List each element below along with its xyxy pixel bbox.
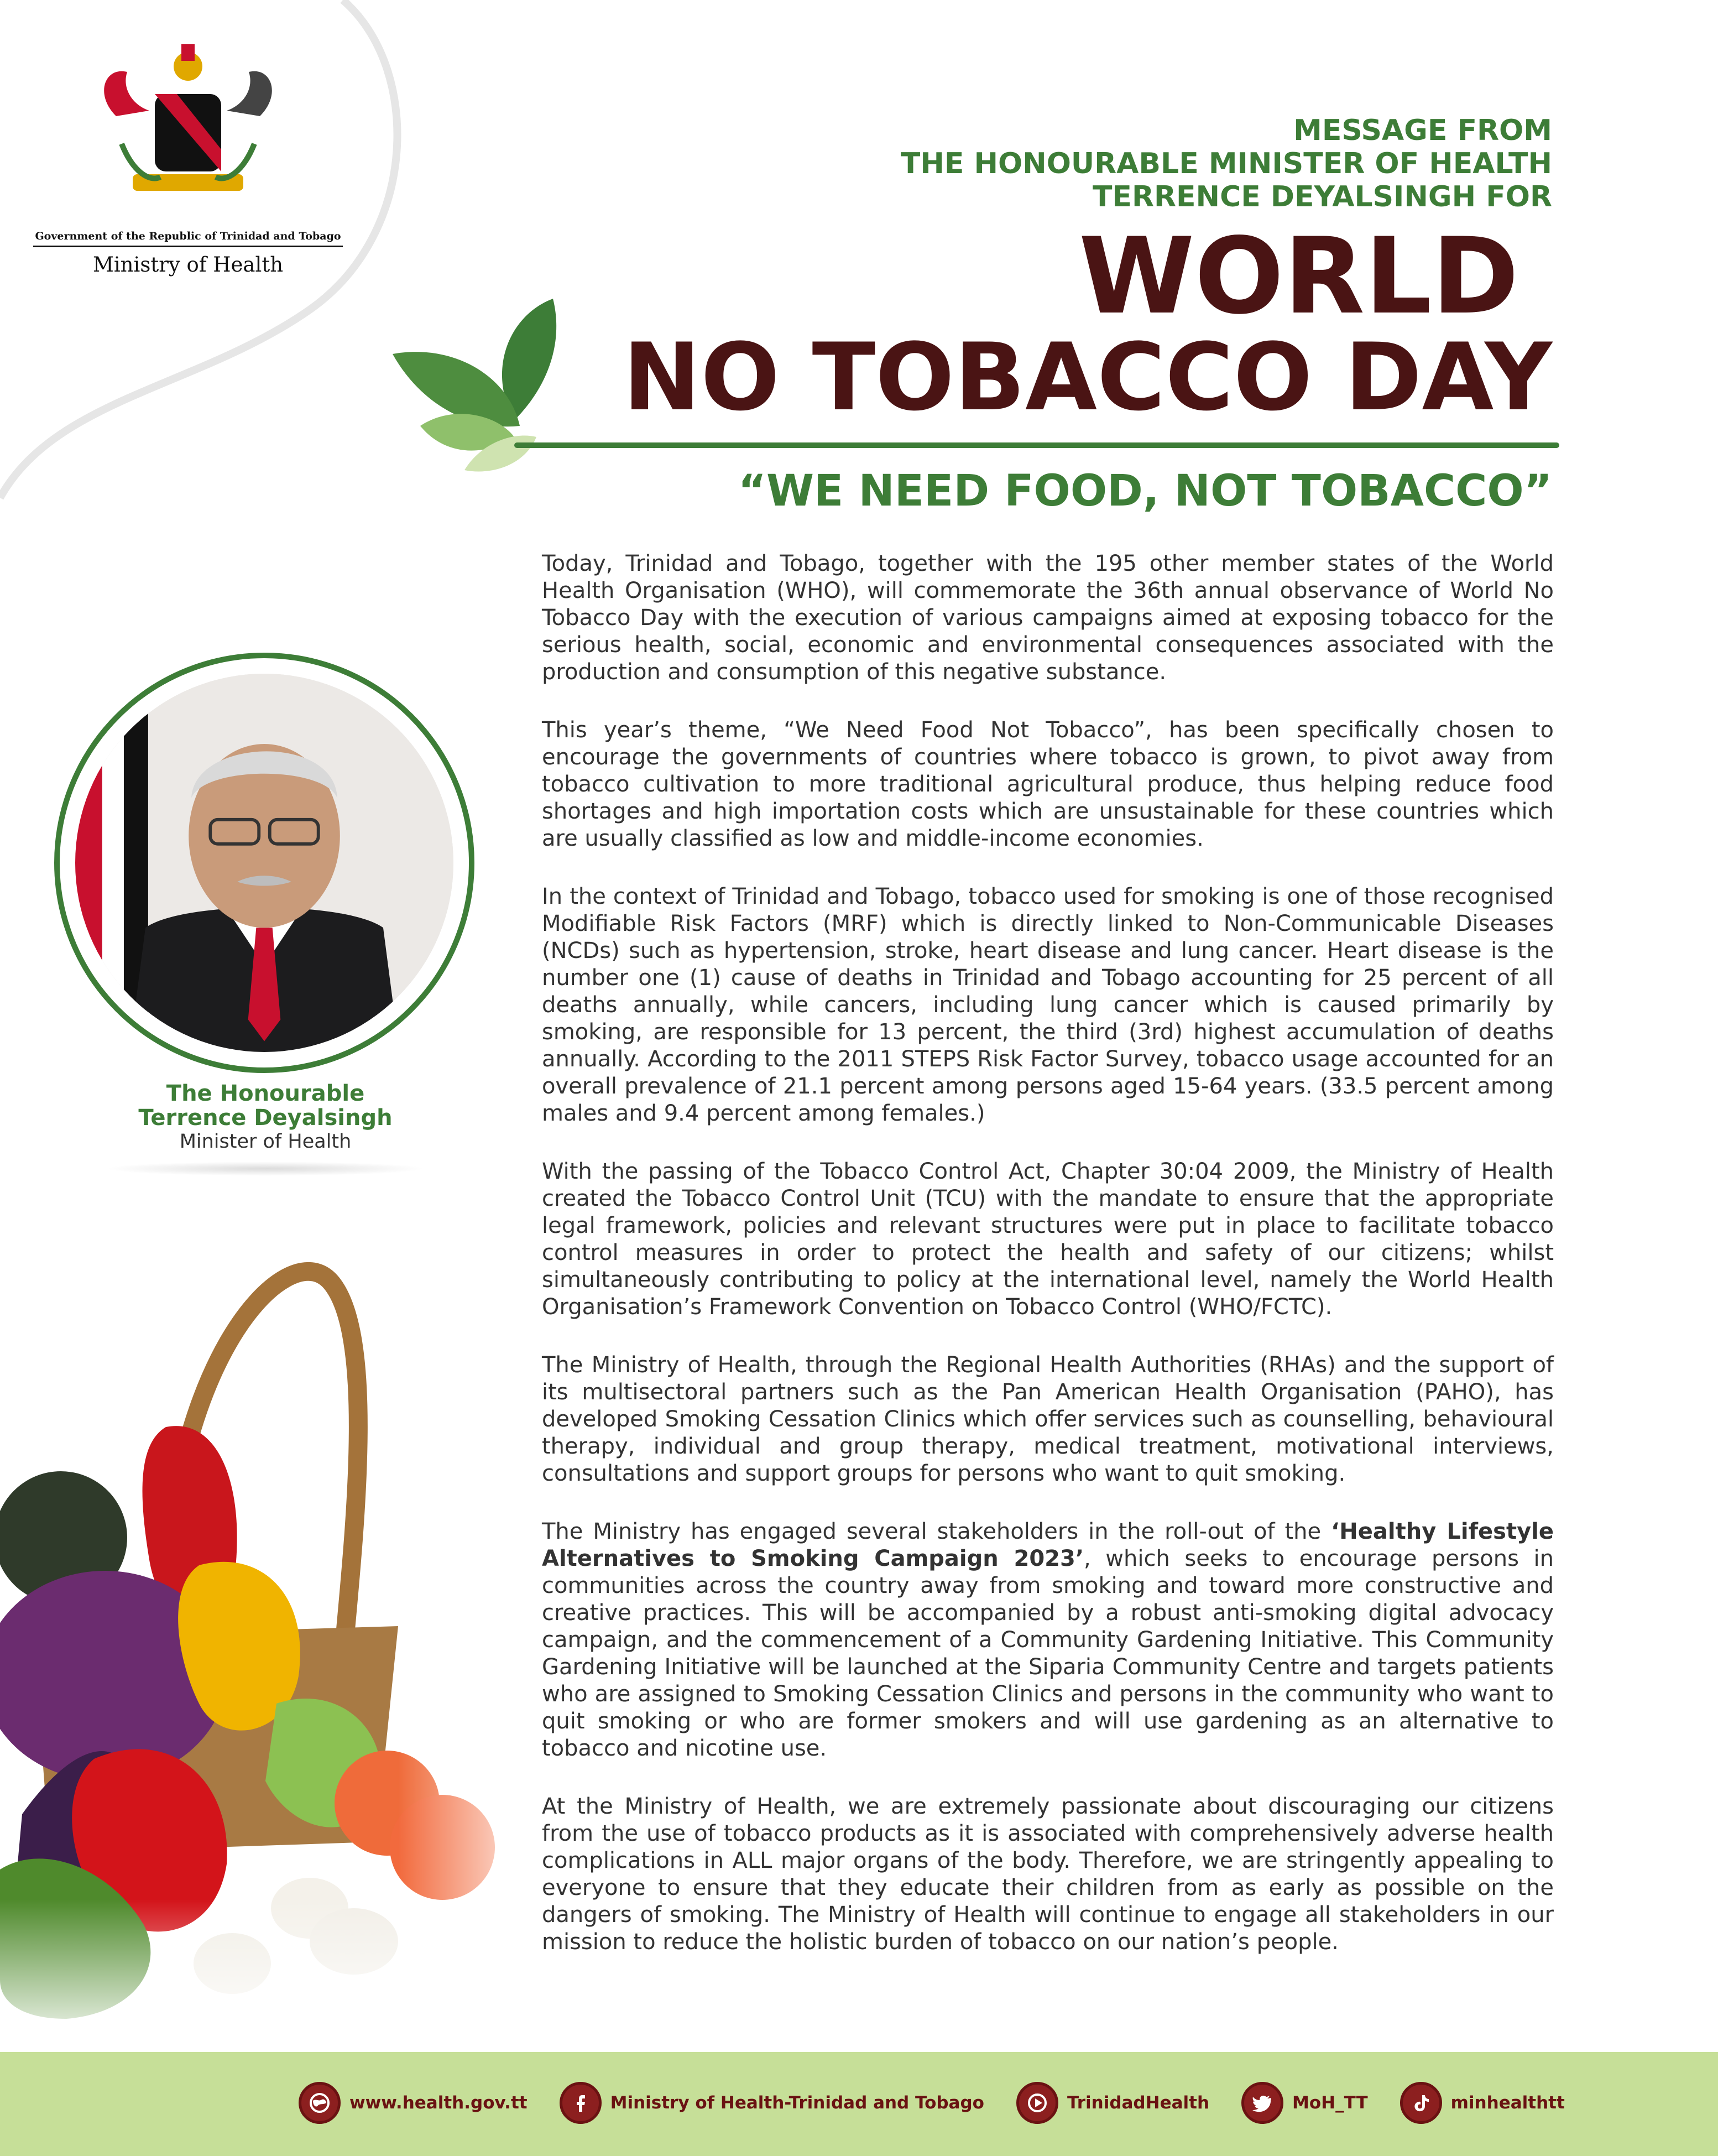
footer-link-label: minhealthtt xyxy=(1450,2093,1565,2113)
message-header xyxy=(901,114,1552,213)
title-world: WORLD xyxy=(1078,215,1519,337)
body-paragraph-6 xyxy=(542,1518,1554,1762)
body-paragraph-4: With the passing of the Tobacco Control Act, Chapter 30:04 2009, the Ministry of Health created the Tobacco Control Unit (TCU) with the mandate to ensure that the appropriate legal framework, policies and relevant structures were put in place to facilitate tobacco control measures in order to protect the health and safety of our citizens; whilst simultaneously contributing to policy at the international level, namely the World Health Organisation’s Framework Convention on Tobacco Control (WHO/FCTC). xyxy=(542,1159,1554,1320)
caption-title: Minister of Health xyxy=(179,1131,352,1153)
body-paragraph-3: In the context of Trinidad and Tobago, tobacco used for smoking is one of those recognised Modifiable Risk Factors (MRF) which is directly linked to Non-Communicable Diseases (NCDs) such as hypertension, stroke, heart disease and lung cancer. Heart disease is the number one (1) cause of deaths in Trinidad and Tobago accounting for 25 percent of all deaths annually, while cancers, including lung cancer which is caused primarily by smoking, are responsible for 13 percent, the third (3rd) highest accumulation of deaths annually. According to the 2011 STEPS Risk Factor Survey, tobacco usage accounted for an overall prevalence of 21.1 percent among persons aged 15-64 years. (33.5 percent among males and 9.4 percent among females.) xyxy=(542,884,1554,1126)
message-body xyxy=(542,550,1554,1987)
minister-portrait xyxy=(54,653,474,1073)
social-links xyxy=(299,2082,1597,2124)
facebook-icon xyxy=(560,2082,602,2124)
footer-link-label: TrinidadHealth xyxy=(1067,2093,1210,2113)
leaf-icon xyxy=(387,293,575,476)
caption-honourable: The Honourable xyxy=(166,1081,365,1106)
campaign-name: ‘Healthy Lifestyle Alternatives to Smoking Campaign 2023’ xyxy=(542,1519,1554,1571)
body-paragraph-2: This year’s theme, “We Need Food Not Tobacco”, has been specifically chosen to encourage the governments of countries where tobacco is grown, to pivot away from tobacco cultivation to more traditional agricultural produce, thus helping reduce food shortages and high importation costs which are unsustainable for these countries which are usually classified as low and middle-income economies. xyxy=(542,717,1554,851)
footer-bar xyxy=(0,2052,1718,2156)
tiktok-icon xyxy=(1400,2082,1442,2124)
footer-link-twitter[interactable] xyxy=(1241,2082,1368,2124)
title-divider xyxy=(514,442,1559,448)
footer-link-youtube[interactable] xyxy=(1016,2082,1209,2124)
government-line: Government of the Republic of Trinidad and Tobago xyxy=(33,230,343,247)
title-no-tobacco-day: NO TOBACCO DAY xyxy=(623,323,1552,431)
ministry-logo xyxy=(33,33,343,277)
caption-shadow xyxy=(105,1162,426,1176)
vegetable-basket-image xyxy=(0,1206,553,2052)
footer-link-label: www.health.gov.tt xyxy=(349,2093,528,2113)
footer-link-tiktok[interactable] xyxy=(1400,2082,1565,2124)
footer-link-label: MoH_TT xyxy=(1292,2093,1368,2113)
caption-name: Terrence Deyalsingh xyxy=(138,1105,393,1131)
body-paragraph-5: The Ministry of Health, through the Regional Health Authorities (RHAs) and the support of its multisectoral partners such as the Pan American Health Organisation (PAHO), has developed Smoking Cessation Clinics which offer services such as counselling, behavioural therapy, individual and group therapy, medical treatment, motivational interviews, consultations and support groups for persons who want to quit smoking. xyxy=(542,1352,1554,1486)
twitter-icon xyxy=(1241,2082,1283,2124)
minister-photo xyxy=(75,674,453,1052)
theme-subtitle: “WE NEED FOOD, NOT TOBACCO” xyxy=(738,466,1552,516)
body-paragraph-7: At the Ministry of Health, we are extremely passionate about discouraging our citizens from the use of tobacco products as it is associated with comprehensively adverse health complications in ALL major organs of the body. Therefore, we are stringently appealing to everyone to ensure that they educate their children from as early as possible on the dangers of smoking. The Ministry of Health will continue to engage all stakeholders in our mission to reduce the holistic burden of tobacco on our nation’s people. xyxy=(542,1794,1554,1955)
message-line-1: MESSAGE FROM xyxy=(1293,114,1552,147)
footer-link-label: Ministry of Health-Trinidad and Tobago xyxy=(610,2093,984,2113)
body-paragraph-6-start: The Ministry has engaged several stakeholders in the roll-out of the xyxy=(542,1519,1331,1544)
globe-icon xyxy=(299,2082,341,2124)
message-line-2: THE HONOURABLE MINISTER OF HEALTH xyxy=(900,147,1552,180)
portrait-caption xyxy=(55,1081,476,1153)
youtube-icon xyxy=(1016,2082,1058,2124)
ministry-name: Ministry of Health xyxy=(92,253,284,277)
coat-of-arms-icon xyxy=(83,33,293,221)
body-paragraph-1: Today, Trinidad and Tobago, together with the 195 other member states of the World Health Organisation (WHO), will commemorate the 36th annual observance of World No Tobacco Day with the execution of various campaigns aimed at exposing tobacco for the serious health, social, economic and environmental consequences associated with the production and consumption of this negative substance. xyxy=(542,551,1554,685)
footer-link-facebook[interactable] xyxy=(560,2082,984,2124)
footer-link-website[interactable] xyxy=(299,2082,528,2124)
body-paragraph-6-end: , which seeks to encourage persons in communities across the country away from smoking and toward more constructive and creative practices. This will be accompanied by a robust anti-smoking digital advocacy campaign, and the commencement of a Community Gardening Initiative. This Community Gardening Initiative will be launched at the Siparia Community Centre and targets patients who are assigned to Smoking Cessation Clinics and persons in the community who want to quit smoking or who are former smokers and will use gardening as an alternative to tobacco and nicotine use. xyxy=(542,1546,1554,1761)
message-line-3: TERRENCE DEYALSINGH FOR xyxy=(1092,180,1552,213)
